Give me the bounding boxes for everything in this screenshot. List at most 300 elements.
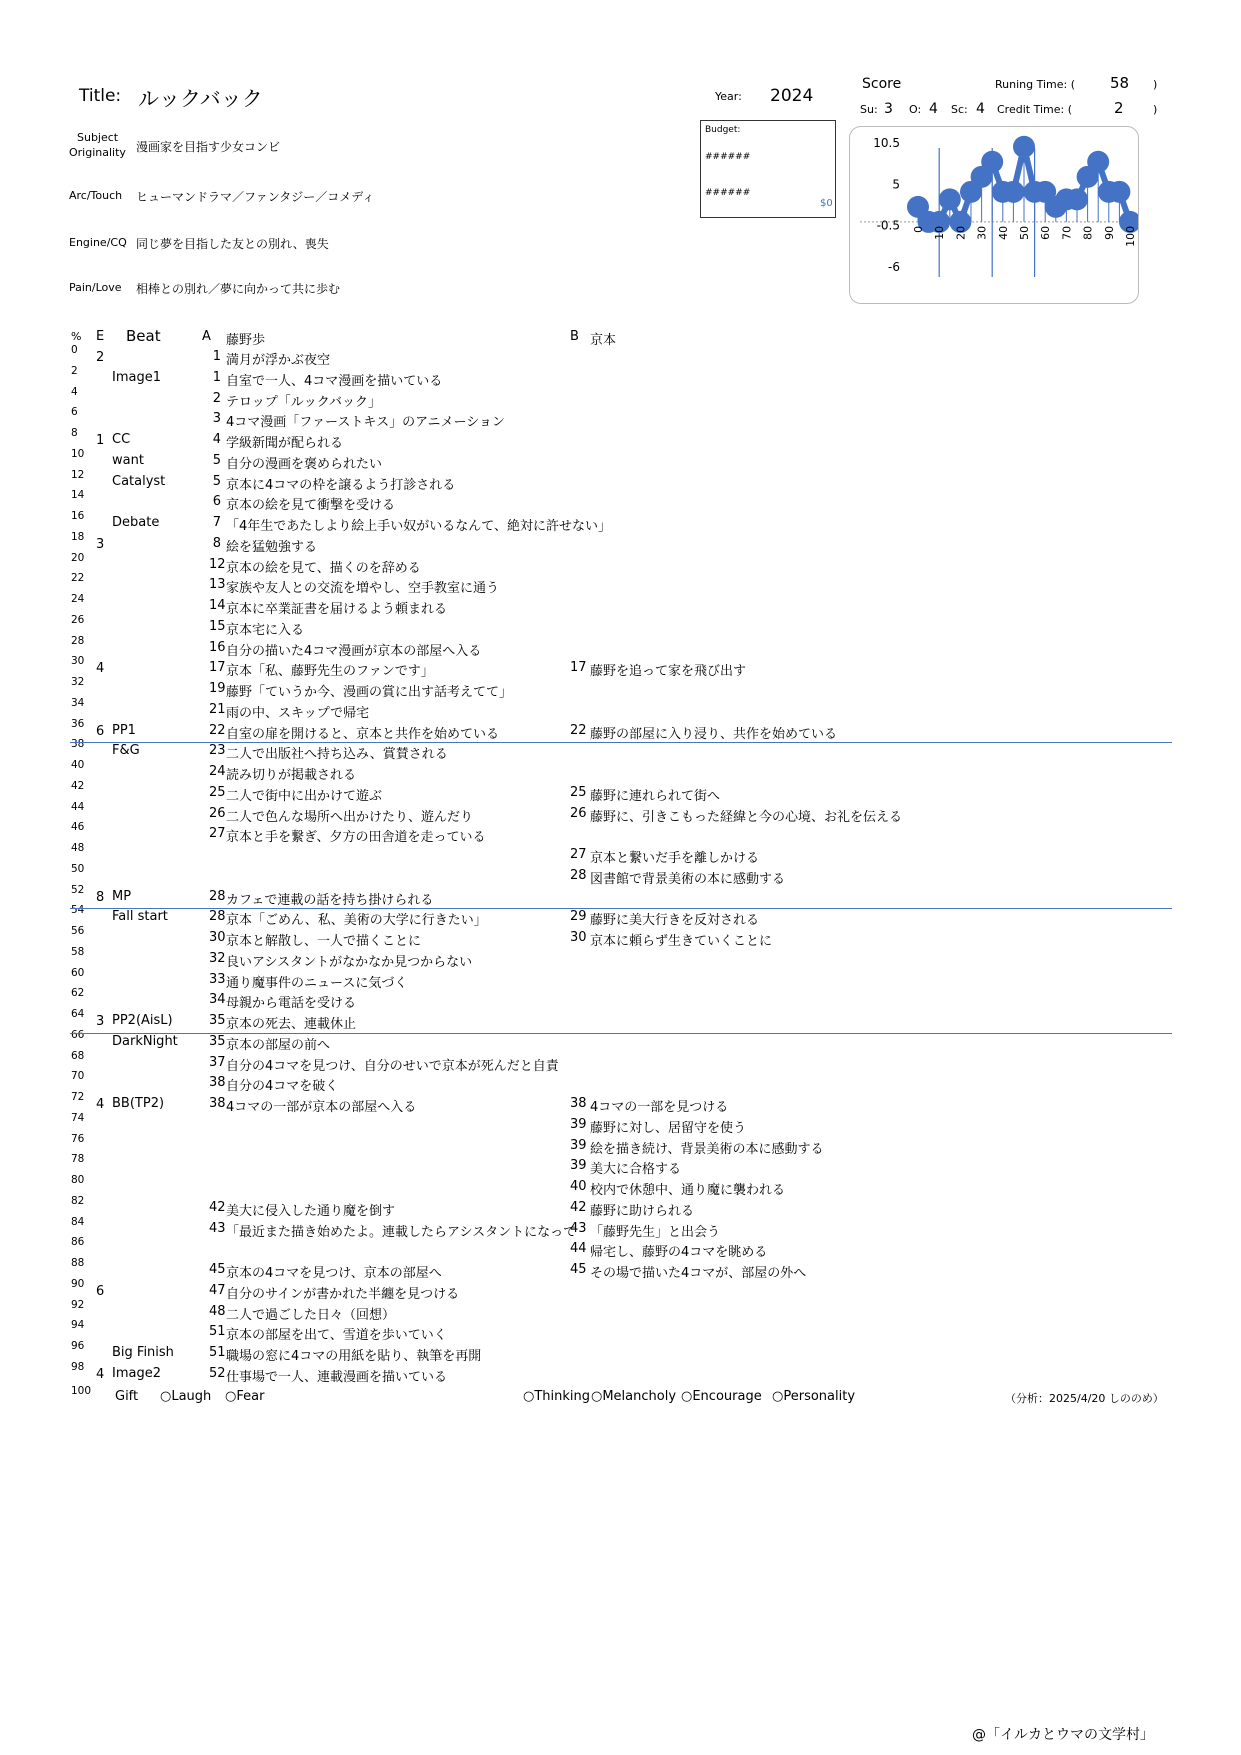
row-a-num: 35 [209,1013,226,1028]
row-pct: 40 [71,759,85,771]
row-a-num: 34 [209,992,226,1008]
budget-box [700,120,836,218]
row-b-num: 38 [570,1096,587,1111]
sc-value: 4 [976,101,985,117]
row-a-num: 38 [209,1075,226,1091]
col-b-label: B [570,329,579,344]
beat-row [0,634,1241,661]
row-pct: 30 [71,655,85,668]
y-tick-label: -0.5 [876,218,900,233]
row-a-num: 48 [209,1303,226,1319]
col-a-name: 藤野歩 [226,333,266,348]
gift-encourage-label: Encourage [692,1389,762,1404]
row-a-num: 32 [209,950,226,966]
gift-thinking-label: Thinking [534,1389,591,1404]
row-a-text: 京本の死去、連載休止 [226,1017,357,1032]
row-a-text: 京本と解散し、一人で描くことに [226,934,422,949]
gift-thinking: ○Thinking [523,1389,591,1404]
x-tick-label: 100 [1124,225,1137,247]
row-pct: 86 [71,1236,85,1249]
row-b-num: 22 [570,722,587,738]
beat-row [0,1091,1241,1117]
beat-row [0,530,1241,557]
subject-value: 漫画家を目指す少女コンビ [136,140,281,154]
row-a-text: 良いアシスタントがなかなか見つからない [226,954,473,970]
row-a-num: 30 [209,930,226,945]
row-a-num: 28 [209,909,226,925]
row-a-text: 自分のサインが書かれた半纏を見つける [226,1286,460,1302]
row-a-text: 京本の絵を見て、描くのを辞める [226,560,421,576]
row-b-text: 絵を描き続け、背景美術の本に感動する [590,1141,824,1157]
row-pct: 0 [71,344,78,356]
budget-value-2: ###### [705,188,751,198]
pain-label: Pain/Love [69,281,122,294]
row-a-num: 1 [212,369,221,385]
row-a-text: 4コマの一部が京本の部屋へ入る [226,1100,417,1115]
row-pct: 96 [71,1340,85,1352]
beat-row [0,468,1241,495]
gift-melancholy-label: Melancholy [602,1389,677,1404]
row-pct: 68 [71,1049,85,1062]
beat-row [0,364,1241,391]
row-a-num: 17 [209,660,226,676]
row-b-text: 京本に頼らず生きていくことに [590,934,773,949]
row-beat: Debate [112,515,160,530]
act-separator [70,908,1172,909]
row-b-text: 4コマの一部を見つける [590,1100,729,1115]
row-a-text: 京本「ごめん、私、美術の大学に行きたい」 [226,913,487,929]
row-a-num: 14 [209,598,226,613]
beat-row [0,1174,1241,1200]
beat-row [0,759,1241,785]
row-b-text: 藤野に連れられて街へ [590,788,721,804]
row-b-num: 42 [570,1199,587,1215]
row-e: 8 [96,889,105,905]
row-pct: 94 [71,1319,85,1332]
budget-dollar: $0 [820,198,833,209]
row-b-num: 25 [570,784,587,800]
year-label: Year: [715,90,742,103]
row-a-num: 5 [212,452,221,468]
beat-row [0,344,1241,370]
gift-laugh-label: Laugh [171,1389,212,1404]
beat-row [0,779,1241,806]
row-a-text: 学級新聞が配られる [226,436,344,451]
row-pct: 38 [71,738,85,751]
data-point [1108,181,1130,203]
row-beat: DarkNight [112,1033,178,1049]
row-a-num: 47 [209,1282,226,1298]
row-pct: 14 [71,489,85,502]
row-a-text: 美大に侵入した通り魔を倒す [226,1203,396,1219]
gift-personality-label: Personality [783,1389,856,1404]
row-a-text: 京本に卒業証書を届けるよう頼まれる [226,602,448,617]
row-a-text: 雨の中、スキップで帰宅 [226,705,370,721]
row-a-num: 22 [209,722,226,738]
row-b-num: 28 [570,867,587,883]
row-b-num: 44 [570,1241,587,1257]
row-b-text: 「藤野先生」と出会う [590,1224,721,1240]
row-beat: Catalyst [112,473,166,489]
row-b-text: 帰宅し、藤野の4コマを眺める [590,1245,768,1261]
beat-row [0,696,1241,723]
beat-row [0,385,1241,412]
row-a-text: 満月が浮かぶ夜空 [226,353,331,368]
beat-row [0,1277,1241,1304]
y-tick-label: -6 [888,260,900,274]
row-a-num: 12 [209,556,226,572]
row-e: 1 [96,433,105,448]
row-b-text: 図書館で背景美術の本に感動する [590,871,786,887]
row-a-text: 二人で街中に出かけて遊ぶ [226,788,383,804]
act-separator [70,742,1172,743]
beat-row [0,1236,1241,1262]
beat-row [0,1008,1241,1034]
row-a-num: 27 [209,826,226,842]
row-pct: 58 [71,945,85,958]
row-pct: 80 [71,1174,85,1186]
row-a-num: 51 [209,1345,226,1360]
row-b-num: 43 [570,1220,587,1236]
row-e: 6 [96,723,105,739]
x-tick-label: 90 [1102,225,1116,240]
row-b-text: 藤野に美大行きを反対される [590,913,760,929]
beat-row [0,1257,1241,1283]
row-a-num: 19 [209,681,226,696]
analysis-note: （分析：2025/4/20 しののめ） [1005,1392,1164,1405]
x-tick-label: 50 [1018,225,1031,240]
row-e: 3 [96,536,105,552]
row-pct: 2 [71,364,78,377]
row-pct: 12 [71,468,85,481]
row-a-num: 25 [209,784,226,800]
row-a-num: 33 [209,971,226,987]
beat-row [0,447,1241,474]
beat-row [0,987,1241,1013]
row-beat: BB(TP2) [112,1096,165,1111]
row-a-text: 母親から電話を受ける [226,996,357,1012]
x-tick-label: 20 [954,225,968,240]
row-b-num: 29 [570,909,587,925]
o-value: 4 [929,101,938,117]
row-a-text: 自分の4コマを破く [226,1079,339,1095]
x-tick-label: 60 [1039,225,1053,240]
col-b-name: 京本 [590,333,617,348]
data-point [1087,151,1109,173]
row-a-num: 3 [212,411,221,427]
row-pct: 52 [71,883,85,896]
engine-label: Engine/CQ [69,236,127,249]
data-point [981,151,1003,173]
row-a-num: 16 [209,639,226,655]
movie-title: ルックバック [138,87,263,111]
row-a-num: 13 [209,577,226,593]
row-a-num: 51 [209,1324,226,1340]
row-a-text: 京本と手を繋ぎ、夕方の田舎道を走っている [226,830,486,846]
act-separator [70,1033,1172,1034]
col-a-label: A [202,329,211,344]
row-a-text: 二人で出版社へ持ち込み、賞賛される [226,747,448,763]
row-a-num: 35 [209,1033,226,1049]
row-a-num: 5 [212,473,221,489]
x-tick-label: 80 [1081,225,1095,240]
row-a-num: 2 [212,390,221,406]
row-a-num: 7 [212,515,221,530]
row-pct: 92 [71,1298,85,1311]
row-a-num: 4 [212,432,221,447]
gift-fear-label: Fear [236,1389,265,1404]
x-tick-label: 10 [933,225,947,240]
row-b-text: 藤野に対し、居留守を使う [590,1120,747,1136]
row-pct: 62 [71,987,85,1000]
row-a-text: 二人で過ごした日々（回想） [226,1307,396,1323]
row-a-text: 4コマ漫画「ファーストキス」のアニメーション [226,415,505,431]
credit-time-value: 2 [1114,99,1124,117]
row-a-text: 家族や友人との交流を増やし、空手教室に通う [226,581,500,597]
arc-label: Arc/Touch [69,189,123,202]
arc-value: ヒューマンドラマ／ファンタジー／コメディ [136,190,375,204]
beat-row [0,1360,1241,1387]
row-a-text: 京本に4コマの枠を譲るよう打診される [226,477,456,493]
title-label: Title: [79,86,122,106]
row-pct: 54 [71,904,85,917]
row-a-text: 絵を猛勉強する [226,539,318,555]
year-value: 2024 [770,86,814,106]
running-time-value: 58 [1110,74,1130,92]
row-pct: 66 [71,1028,85,1041]
gift-melancholy: ○Melancholy [591,1389,677,1404]
beat-row [0,572,1241,598]
row-pct: 34 [71,696,85,709]
beat-row [0,676,1241,702]
running-time-label: Runing Time: ( [995,78,1076,91]
score-label: Score [862,76,902,92]
row-pct: 6 [71,406,78,419]
data-point [1002,181,1024,203]
row-a-num: 21 [209,701,226,717]
row-a-num: 8 [212,535,221,551]
beat-row [0,1132,1241,1159]
beat-row [0,925,1241,951]
gift-personality: ○Personality [772,1389,856,1404]
row-pct: 88 [71,1257,85,1269]
row-b-text: 藤野に助けられる [590,1203,695,1219]
row-a-num: 26 [209,805,226,821]
y-tick-label: 5 [892,177,900,192]
row-a-num: 43 [209,1220,226,1236]
row-beat: Fall start [112,909,168,925]
row-a-text: 自室の扉を開けると、京本と共作を始めている [226,726,500,742]
beat-row [0,1194,1241,1221]
row-pct: 22 [71,572,85,585]
row-a-text: 職場の窓に4コマの用紙を貼り、執筆を再開 [226,1349,482,1364]
beat-row [0,717,1241,744]
row-e: 6 [96,1283,105,1299]
beat-row [0,883,1241,910]
row-pct: 48 [71,842,85,854]
row-a-num: 15 [209,618,226,634]
gift-laugh: ○Laugh [160,1389,212,1404]
row-beat: Image2 [112,1365,161,1381]
row-pct: 56 [71,925,85,937]
row-beat: MP [112,888,132,904]
row-pct: 44 [71,800,85,813]
beat-row [0,800,1241,827]
row-pct: 72 [71,1091,85,1103]
row-pct: 32 [71,676,85,688]
row-pct: 36 [71,717,85,730]
row-a-num: 37 [209,1054,226,1070]
row-a-text: カフェで連載の話を持ち掛けられる [226,892,434,908]
row-b-num: 26 [570,805,587,821]
row-e: 4 [96,1097,105,1112]
beat-row [0,489,1241,515]
row-pct: 60 [71,966,85,979]
beat-row [0,966,1241,993]
row-pct: 16 [71,510,85,522]
row-b-num: 45 [570,1262,587,1277]
beat-row [0,406,1241,432]
row-a-text: 通り魔事件のニュースに気づく [226,975,408,991]
score-chart-svg [850,127,1138,303]
beat-row [0,821,1241,847]
beat-row [0,1070,1241,1096]
row-a-num: 28 [209,888,226,904]
row-pct: 20 [71,551,85,564]
row-a-text: 「最近また描き始めたよ。連載したらアシスタントになって [226,1224,577,1240]
row-a-num: 24 [209,764,226,779]
row-b-num: 39 [570,1137,587,1153]
row-a-num: 23 [209,743,226,759]
subject-label: Subject [77,131,119,144]
row-a-text: 京本の部屋の前へ [226,1037,331,1053]
row-b-num: 39 [570,1158,587,1174]
beat-row [0,427,1241,453]
beat-row [0,842,1241,868]
su-label: Su: [860,103,878,116]
beat-row [0,945,1241,972]
beat-row [0,655,1241,681]
paren-close: ) [1153,78,1158,91]
row-b-text: 校内で休憩中、通り魔に襲われる [590,1183,786,1198]
row-a-text: 自分の描いた4コマ漫画が京本の部屋へ入る [226,643,482,659]
row-b-text: 京本と繋いだ手を離しかける [590,851,760,866]
row-a-num: 6 [212,494,221,510]
pain-value: 相棒との別れ／夢に向かって共に歩む [136,282,341,296]
row-pct: 84 [71,1215,85,1228]
beat-row [0,1111,1241,1138]
row-a-num: 1 [212,349,221,364]
row-beat: CC [112,432,131,447]
row-pct: 8 [71,427,78,439]
gift-encourage: ○Encourage [681,1389,762,1404]
row-b-text: 藤野に、引きこもった経緯と今の心境、お礼を伝える [590,809,903,825]
row-pct: 46 [71,821,85,834]
beat-row [0,738,1241,764]
row-pct: 28 [71,634,85,647]
beat-row [0,510,1241,536]
row-b-text: 美大に合格する [590,1162,682,1178]
row-a-text: 二人で色んな場所へ出かけたり、遊んだり [226,809,474,825]
row-pct: 26 [71,613,85,626]
site-credit: @「イルカとウマの文学村」 [972,1727,1154,1743]
row-a-text: 藤野「ていうか今、漫画の賞に出す話考えてて」 [226,685,513,700]
row-pct: 18 [71,530,85,543]
row-a-num: 52 [209,1365,226,1381]
row-pct: 74 [71,1111,85,1124]
paren-close: ) [1153,103,1158,116]
row-a-text: テロップ「ルックバック」 [226,394,381,410]
x-tick-label: 70 [1060,225,1074,240]
row-a-text: 自室で一人、4コマ漫画を描いている [226,373,443,389]
gift-label: Gift [115,1389,139,1404]
originality-label: Originality [69,146,126,159]
row-a-num: 38 [209,1096,226,1111]
data-point [939,188,961,210]
row-beat: Image1 [112,369,161,385]
row-b-text: 藤野の部屋に入り浸り、共作を始めている [590,726,838,742]
row-pct: 82 [71,1194,85,1207]
row-a-num: 45 [209,1262,226,1277]
row-e: 4 [96,1366,105,1382]
beat-row [0,1049,1241,1076]
row-pct: 78 [71,1153,85,1166]
row-b-num: 27 [570,847,587,862]
row-pct: 90 [71,1277,85,1290]
row-a-text: 京本の絵を見て衝撃を受ける [226,498,396,514]
row-e: 3 [96,1014,105,1029]
beat-row [0,1319,1241,1345]
data-point [1013,136,1035,158]
row-pct: 10 [71,447,85,460]
col-e: E [96,329,105,344]
row-a-text: 「4年生であたしより絵上手い奴がいるなんて、絶対に許せない」 [226,519,612,534]
row-b-text: その場で描いた4コマが、部屋の外へ [590,1266,807,1281]
beat-row [0,1298,1241,1325]
row-pct: 64 [71,1008,85,1020]
row-beat: PP1 [112,722,136,738]
x-tick-label: 40 [996,225,1010,240]
beat-row [0,593,1241,619]
engine-value: 同じ夢を目指した友との別れ、喪失 [136,237,329,251]
sc-label: Sc: [951,103,968,116]
budget-label: Budget: [705,125,741,135]
beat-row [0,1153,1241,1179]
col-beat: Beat [126,327,161,345]
row-b-num: 40 [570,1179,587,1194]
beat-row [0,551,1241,578]
row-beat: Big Finish [112,1345,174,1360]
row-e: 2 [96,350,105,365]
row-b-num: 30 [570,930,587,945]
x-tick-label: 0 [912,225,925,233]
data-point [1066,188,1088,210]
o-label: O: [909,103,922,116]
row-pct: 24 [71,593,85,605]
row-b-text: 藤野を追って家を飛び出す [590,664,747,680]
row-b-num: 17 [570,660,587,676]
beat-row [0,1340,1241,1366]
score-chart [849,126,1139,304]
row-beat: PP2(AisL) [112,1013,173,1028]
row-a-text: 京本の部屋を出て、雪道を歩いていく [226,1328,447,1344]
y-tick-label: 10.5 [873,136,900,150]
row-a-text: 仕事場で一人、連載漫画を描いている [226,1369,448,1385]
row-pct: 70 [71,1070,85,1083]
beat-row [0,862,1241,889]
pct-100: 100 [71,1385,92,1397]
row-a-text: 京本の4コマを見つけ、京本の部屋へ [226,1266,442,1281]
